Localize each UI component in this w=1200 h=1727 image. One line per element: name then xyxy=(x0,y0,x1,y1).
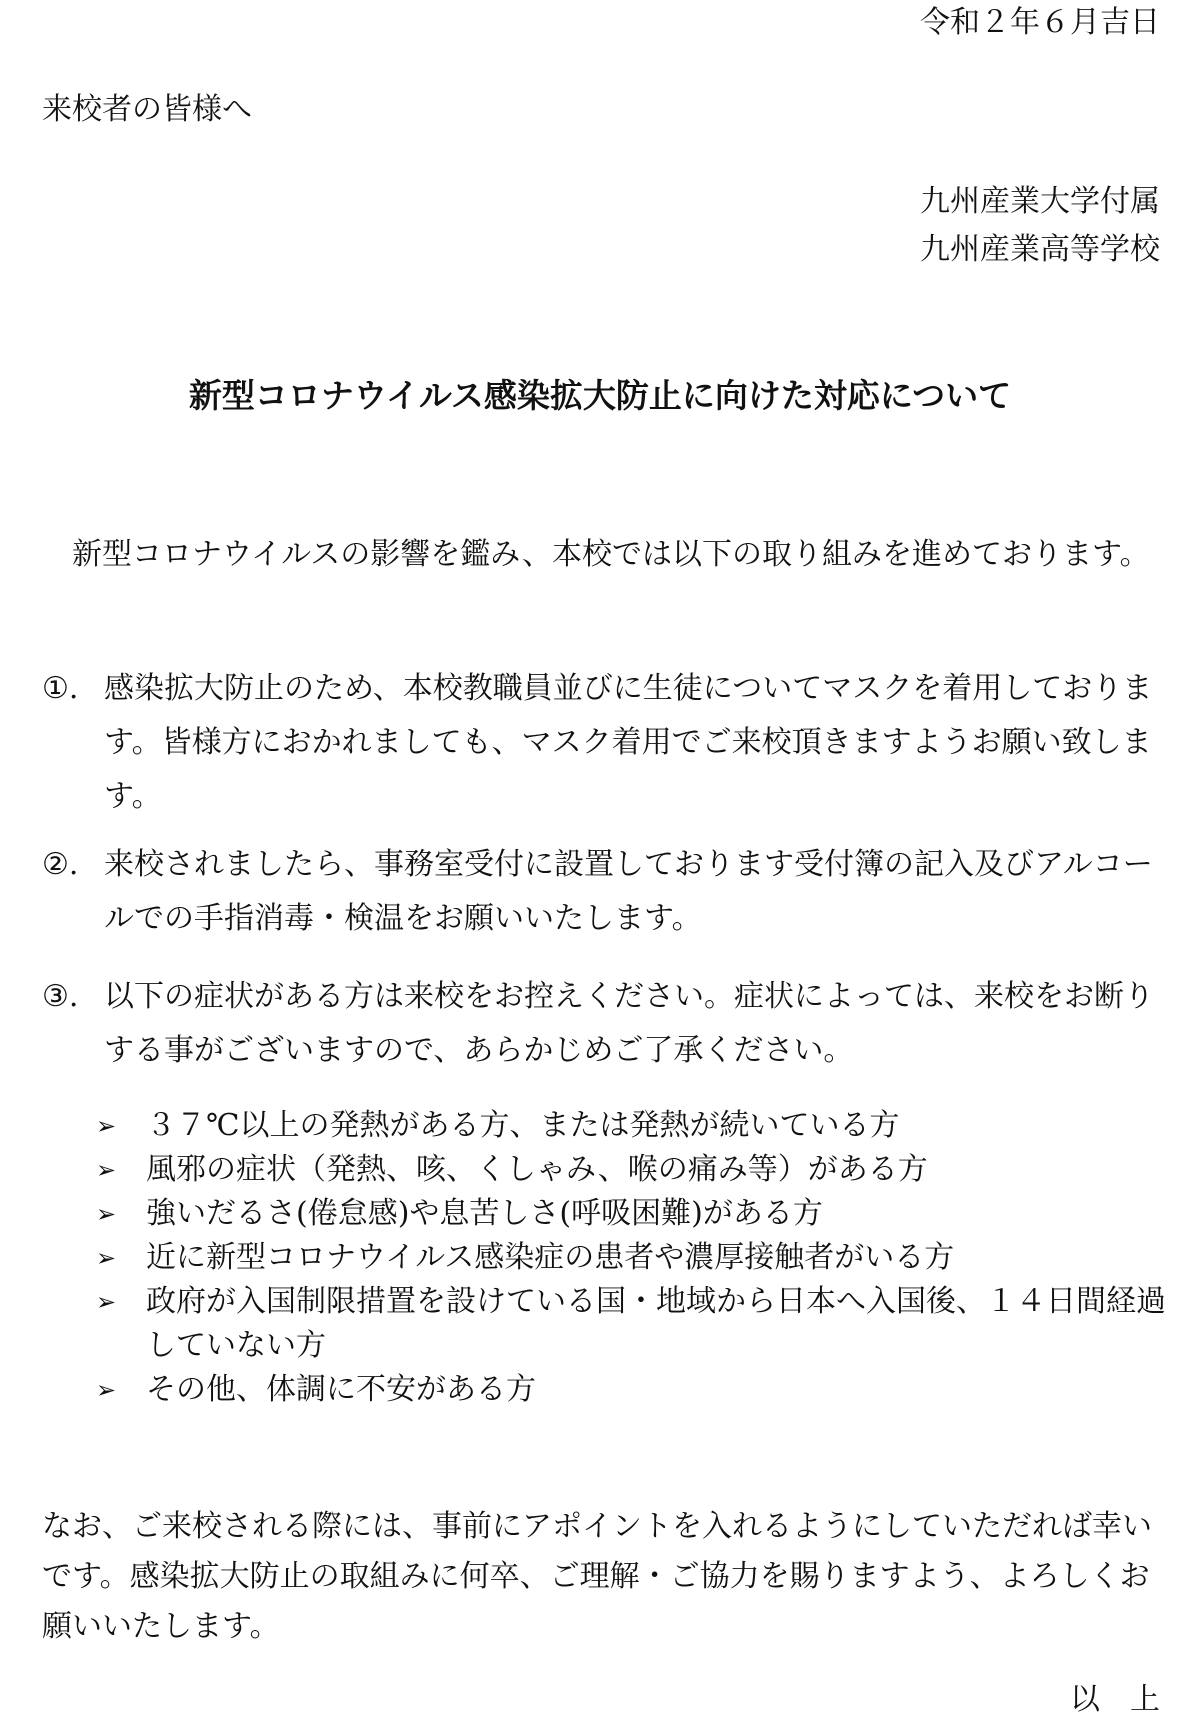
list-item-text: 風邪の症状（発熱、咳、くしゃみ、喉の痛み等）がある方 xyxy=(146,1152,928,1187)
document-date: 令和２年６月吉日 xyxy=(920,5,1160,40)
item-number: ①. xyxy=(42,671,79,706)
arrowhead-bullet-icon: ➢ xyxy=(96,1288,117,1316)
list-item xyxy=(96,1236,1176,1280)
symptom-list xyxy=(96,1104,1176,1412)
list-item xyxy=(96,1368,1176,1412)
numbered-item-1 xyxy=(42,662,1162,824)
arrowhead-bullet-icon: ➢ xyxy=(96,1112,117,1140)
numbered-item-3 xyxy=(42,970,1162,1078)
sender-line-2: 九州産業高等学校 xyxy=(920,232,1160,267)
arrowhead-bullet-icon: ➢ xyxy=(96,1376,117,1404)
list-item-text: 政府が入国制限措置を設けている国・地域から日本へ入国後、１４日間経過していない方 xyxy=(146,1284,1166,1363)
numbered-item-2 xyxy=(42,838,1162,946)
recipient-line: 来校者の皆様へ xyxy=(42,92,252,127)
document-title: 新型コロナウイルス感染拡大防止に向けた対応について xyxy=(188,376,1012,415)
list-item xyxy=(96,1148,1176,1192)
arrowhead-bullet-icon: ➢ xyxy=(96,1156,117,1184)
item-text: 以下の症状がある方は来校をお控えください。症状によっては、来校をお断りする事がございますので、あらかじめご了承ください。 xyxy=(104,979,1154,1068)
list-item-text: ３７℃以上の発熱がある方、または発熱が続いている方 xyxy=(146,1108,900,1143)
sender-block xyxy=(920,178,1160,274)
arrowhead-bullet-icon: ➢ xyxy=(96,1200,117,1228)
end-mark: 以 上 xyxy=(1070,1682,1160,1717)
list-item-text: 強いだるさ(倦怠感)や息苦しさ(呼吸困難)がある方 xyxy=(146,1196,823,1231)
list-item xyxy=(96,1280,1176,1368)
item-text: 感染拡大防止のため、本校教職員並びに生徒についてマスクを着用しております。皆様方におかれましても、マスク着用でご来校頂きますようお願い致します。 xyxy=(104,671,1153,814)
item-number: ③. xyxy=(42,979,79,1014)
item-number: ②. xyxy=(42,847,79,882)
list-item xyxy=(96,1192,1176,1236)
list-item xyxy=(96,1104,1176,1148)
arrowhead-bullet-icon: ➢ xyxy=(96,1244,117,1272)
closing-paragraph: なお、ご来校される際には、事前にアポイントを入れるようにしていただれば幸いです。感染拡大防止の取組みに何卒、ご理解・ご協力を賜りますよう、よろしくお願いいたします。 xyxy=(42,1509,1152,1644)
intro-paragraph: 新型コロナウイルスの影響を鑑み、本校では以下の取り組みを進めております。 xyxy=(72,537,1150,572)
item-text: 来校されましたら、事務室受付に設置しております受付簿の記入及びアルコールでの手指消毒・検温をお願いいたします。 xyxy=(104,847,1153,936)
sender-line-1: 九州産業大学付属 xyxy=(920,184,1160,219)
list-item-text: その他、体調に不安がある方 xyxy=(146,1372,536,1407)
list-item-text: 近に新型コロナウイルス感染症の患者や濃厚接触者がいる方 xyxy=(146,1240,955,1275)
